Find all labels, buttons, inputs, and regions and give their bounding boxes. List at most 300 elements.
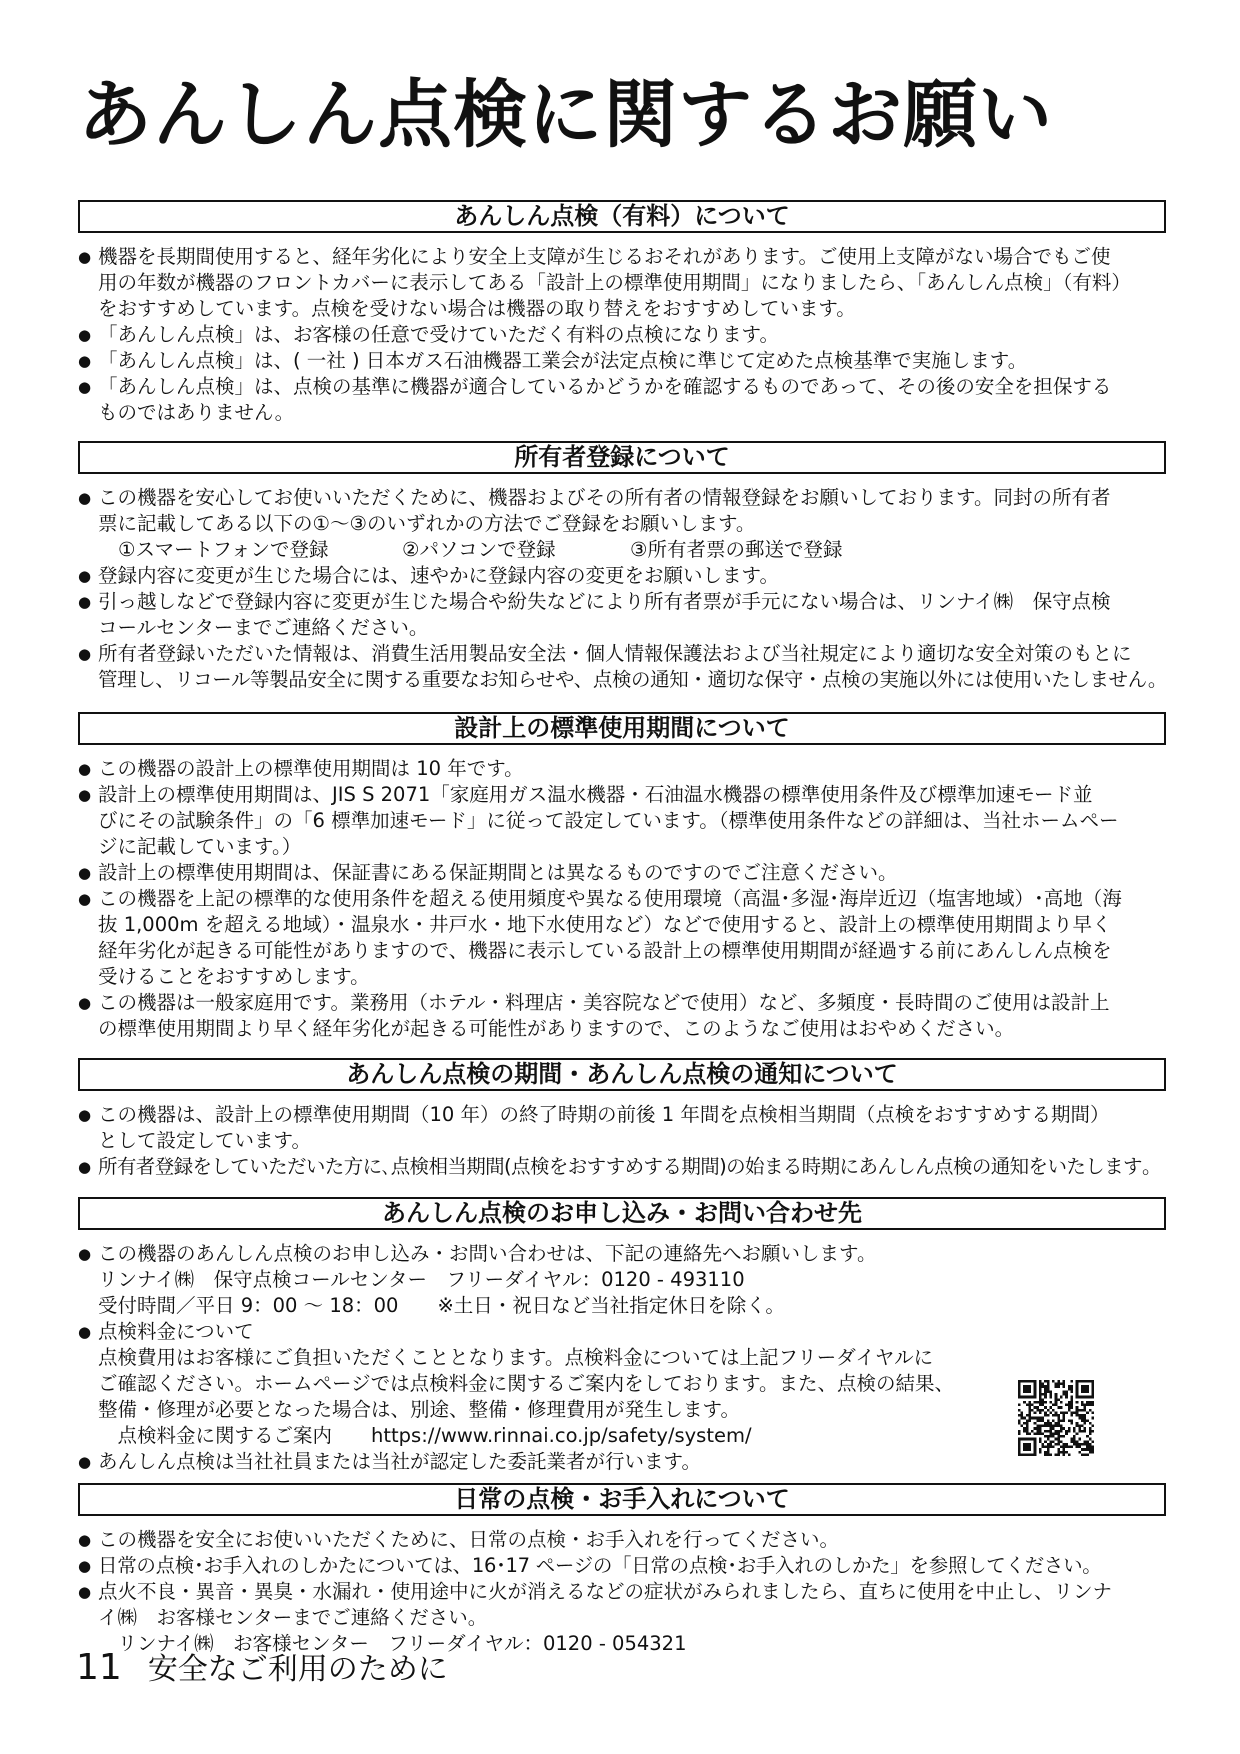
qr-module bbox=[1039, 1390, 1042, 1393]
qr-module bbox=[1055, 1425, 1058, 1428]
qr-module bbox=[1047, 1414, 1050, 1417]
qr-module bbox=[1018, 1409, 1021, 1412]
qr-module bbox=[1081, 1401, 1084, 1404]
qr-module bbox=[1031, 1430, 1034, 1433]
qr-module bbox=[1044, 1422, 1047, 1425]
qr-module bbox=[1044, 1435, 1047, 1438]
qr-module bbox=[1018, 1446, 1021, 1449]
qr-module bbox=[1023, 1453, 1026, 1456]
qr-code-icon[interactable] bbox=[1018, 1380, 1094, 1456]
qr-module bbox=[1026, 1448, 1029, 1451]
qr-module bbox=[1034, 1440, 1037, 1443]
bullet-item bbox=[78, 563, 1170, 589]
text-line: ご確認ください。ホームページでは点検料金に関するご案内をしております。また、点検の結果、 bbox=[98, 1372, 955, 1395]
qr-module bbox=[1023, 1380, 1026, 1383]
qr-module bbox=[1070, 1419, 1073, 1422]
qr-module bbox=[1026, 1380, 1029, 1383]
qr-module bbox=[1081, 1425, 1084, 1428]
qr-module bbox=[1060, 1425, 1063, 1428]
qr-module bbox=[1026, 1425, 1029, 1428]
qr-module bbox=[1026, 1446, 1029, 1449]
qr-module bbox=[1070, 1414, 1073, 1417]
qr-module bbox=[1070, 1446, 1073, 1449]
qr-module bbox=[1021, 1425, 1024, 1428]
qr-module bbox=[1039, 1417, 1042, 1420]
bullet-item bbox=[78, 860, 1170, 886]
qr-module bbox=[1018, 1396, 1021, 1399]
qr-module bbox=[1042, 1443, 1045, 1446]
qr-module bbox=[1044, 1380, 1047, 1383]
text-line: 経年劣化が起きる可能性がありますので、機器に表示している設計上の標準使用期間が経過する前にあんしん点検を bbox=[98, 939, 1112, 962]
qr-module bbox=[1018, 1432, 1021, 1435]
qr-module bbox=[1039, 1404, 1042, 1407]
section-heading-daily-maintenance: 日常の点検・お手入れについて bbox=[78, 1483, 1166, 1516]
qr-module bbox=[1068, 1453, 1071, 1456]
qr-module bbox=[1081, 1396, 1084, 1399]
qr-module bbox=[1044, 1453, 1047, 1456]
text-line: ● 引っ越しなどで登録内容に変更が生じた場合や紛失などにより所有者票が手元にない場合は、リンナイ㈱ 保守点検 bbox=[98, 590, 1111, 613]
bullet-item bbox=[78, 589, 1170, 641]
fee-info-link-line[interactable]: 点検料金に関するご案内 https://www.rinnai.co.jp/safety/system/ bbox=[98, 1424, 752, 1447]
qr-module bbox=[1049, 1427, 1052, 1430]
qr-module bbox=[1086, 1411, 1089, 1414]
qr-module bbox=[1026, 1432, 1029, 1435]
bullet-item bbox=[78, 1241, 1170, 1319]
qr-module bbox=[1084, 1419, 1087, 1422]
qr-module bbox=[1021, 1411, 1024, 1414]
qr-module bbox=[1018, 1390, 1021, 1393]
registration-options bbox=[98, 537, 1170, 563]
qr-module bbox=[1084, 1406, 1087, 1409]
qr-module bbox=[1057, 1430, 1060, 1433]
text-line: ● この機器を安全にお使いいただくために、日常の点検・お手入れを行ってください。 bbox=[98, 1528, 840, 1551]
qr-module bbox=[1031, 1438, 1034, 1441]
qr-module bbox=[1044, 1414, 1047, 1417]
section-heading-standard-usage-period: 設計上の標準使用期間について bbox=[78, 712, 1166, 745]
qr-module bbox=[1078, 1409, 1081, 1412]
qr-module bbox=[1068, 1409, 1071, 1412]
qr-module bbox=[1065, 1443, 1068, 1446]
qr-module bbox=[1047, 1425, 1050, 1428]
qr-module bbox=[1018, 1383, 1021, 1386]
qr-module bbox=[1078, 1451, 1081, 1454]
qr-module bbox=[1089, 1432, 1092, 1435]
qr-module bbox=[1036, 1401, 1039, 1404]
qr-module bbox=[1063, 1393, 1066, 1396]
qr-module bbox=[1026, 1414, 1029, 1417]
qr-module bbox=[1070, 1380, 1073, 1383]
qr-module bbox=[1091, 1448, 1094, 1451]
qr-module bbox=[1039, 1388, 1042, 1391]
qr-module bbox=[1039, 1383, 1042, 1386]
qr-module bbox=[1076, 1443, 1079, 1446]
qr-module bbox=[1086, 1435, 1089, 1438]
footer-section-title: 安全なご利用のために bbox=[147, 1652, 448, 1687]
qr-module bbox=[1081, 1385, 1084, 1388]
qr-module bbox=[1028, 1404, 1031, 1407]
qr-module bbox=[1052, 1440, 1055, 1443]
qr-module bbox=[1068, 1401, 1071, 1404]
bullet-item bbox=[78, 1527, 1170, 1553]
qr-module bbox=[1057, 1419, 1060, 1422]
qr-module bbox=[1044, 1390, 1047, 1393]
qr-module bbox=[1047, 1438, 1050, 1441]
qr-module bbox=[1034, 1417, 1037, 1420]
section-heading-owner-registration: 所有者登録について bbox=[78, 441, 1166, 474]
qr-module bbox=[1057, 1398, 1060, 1401]
text-line: ● 「あんしん点検」は、お客様の任意で受けていただく有料の点検になります。 bbox=[98, 323, 779, 346]
qr-module bbox=[1039, 1451, 1042, 1454]
qr-module bbox=[1091, 1383, 1094, 1386]
text-line: イ㈱ お客様センターまでご連絡ください。 bbox=[98, 1606, 488, 1629]
qr-module bbox=[1055, 1385, 1058, 1388]
qr-module bbox=[1057, 1432, 1060, 1435]
qr-module bbox=[1047, 1422, 1050, 1425]
qr-module bbox=[1034, 1438, 1037, 1441]
qr-module bbox=[1018, 1422, 1021, 1425]
qr-module bbox=[1089, 1430, 1092, 1433]
bullet-item bbox=[78, 886, 1170, 990]
qr-module bbox=[1068, 1388, 1071, 1391]
qr-module bbox=[1028, 1390, 1031, 1393]
qr-module bbox=[1084, 1448, 1087, 1451]
qr-module bbox=[1042, 1404, 1045, 1407]
text-line: ● この機器は、設計上の標準使用期間（10 年）の終了時期の前後 1 年間を点検相当期間（点検をおすすめする期間） bbox=[98, 1103, 1110, 1126]
qr-module bbox=[1091, 1388, 1094, 1391]
qr-module bbox=[1086, 1448, 1089, 1451]
qr-module bbox=[1044, 1393, 1047, 1396]
qr-module bbox=[1031, 1396, 1034, 1399]
qr-module bbox=[1065, 1390, 1068, 1393]
qr-module bbox=[1018, 1451, 1021, 1454]
qr-module bbox=[1018, 1453, 1021, 1456]
contact-line: リンナイ㈱ 保守点検コールセンター フリーダイヤル：0120 - 493110 bbox=[98, 1268, 745, 1291]
qr-module bbox=[1055, 1422, 1058, 1425]
qr-module bbox=[1036, 1430, 1039, 1433]
qr-module bbox=[1078, 1414, 1081, 1417]
qr-module bbox=[1063, 1453, 1066, 1456]
bullet-item bbox=[78, 374, 1170, 426]
qr-module bbox=[1049, 1396, 1052, 1399]
qr-module bbox=[1028, 1388, 1031, 1391]
qr-module bbox=[1044, 1430, 1047, 1433]
qr-module bbox=[1028, 1448, 1031, 1451]
qr-module bbox=[1055, 1404, 1058, 1407]
qr-module bbox=[1084, 1380, 1087, 1383]
qr-module bbox=[1063, 1385, 1066, 1388]
section-body-standard-usage-period bbox=[78, 756, 1170, 1042]
text-line: ● 設計上の標準使用期間は、JIS S 2071「家庭用ガス温水機器・石油温水機器の標準使用条件及び標準加速モード並 bbox=[98, 783, 1093, 806]
qr-module bbox=[1060, 1440, 1063, 1443]
qr-module bbox=[1081, 1453, 1084, 1456]
qr-module bbox=[1063, 1451, 1066, 1454]
qr-module bbox=[1036, 1409, 1039, 1412]
qr-module bbox=[1034, 1383, 1037, 1386]
qr-module bbox=[1065, 1432, 1068, 1435]
qr-module bbox=[1063, 1414, 1066, 1417]
qr-module bbox=[1073, 1443, 1076, 1446]
qr-module bbox=[1089, 1409, 1092, 1412]
qr-module bbox=[1081, 1388, 1084, 1391]
qr-module bbox=[1018, 1440, 1021, 1443]
qr-module bbox=[1076, 1393, 1079, 1396]
qr-module bbox=[1047, 1380, 1050, 1383]
qr-module bbox=[1021, 1453, 1024, 1456]
qr-module bbox=[1076, 1390, 1079, 1393]
qr-module bbox=[1023, 1401, 1026, 1404]
qr-module bbox=[1070, 1438, 1073, 1441]
qr-module bbox=[1047, 1430, 1050, 1433]
qr-module bbox=[1042, 1393, 1045, 1396]
qr-module bbox=[1042, 1383, 1045, 1386]
qr-module bbox=[1049, 1422, 1052, 1425]
qr-module bbox=[1049, 1430, 1052, 1433]
qr-module bbox=[1021, 1417, 1024, 1420]
text-line: 管理し、リコール等製品安全に関する重要なお知らせや、点検の通知・適切な保守・点検の実施以外には使用いたしません。 bbox=[98, 668, 1168, 691]
qr-module bbox=[1089, 1443, 1092, 1446]
text-line: 整備・修理が必要となった場合は、別途、整備・修理費用が発生します。 bbox=[98, 1398, 740, 1421]
qr-module bbox=[1034, 1406, 1037, 1409]
qr-module bbox=[1026, 1388, 1029, 1391]
qr-module bbox=[1023, 1448, 1026, 1451]
qr-module bbox=[1026, 1404, 1029, 1407]
qr-module bbox=[1049, 1446, 1052, 1449]
qr-module bbox=[1047, 1435, 1050, 1438]
bullet-item bbox=[78, 1553, 1170, 1579]
qr-module bbox=[1060, 1411, 1063, 1414]
bullet-item bbox=[78, 1319, 1170, 1449]
qr-module bbox=[1057, 1443, 1060, 1446]
qr-module bbox=[1034, 1443, 1037, 1446]
qr-module bbox=[1028, 1443, 1031, 1446]
qr-module bbox=[1076, 1422, 1079, 1425]
qr-module bbox=[1018, 1388, 1021, 1391]
qr-module bbox=[1063, 1446, 1066, 1449]
qr-module bbox=[1065, 1396, 1068, 1399]
qr-module bbox=[1089, 1451, 1092, 1454]
qr-module bbox=[1023, 1390, 1026, 1393]
qr-module bbox=[1076, 1380, 1079, 1383]
qr-module bbox=[1068, 1419, 1071, 1422]
qr-module bbox=[1089, 1448, 1092, 1451]
bullet-item bbox=[78, 990, 1170, 1042]
qr-module bbox=[1086, 1390, 1089, 1393]
qr-module bbox=[1057, 1383, 1060, 1386]
qr-module bbox=[1052, 1446, 1055, 1449]
registration-option: ②パソコンで登録 bbox=[402, 538, 556, 561]
qr-module bbox=[1081, 1409, 1084, 1412]
qr-module bbox=[1070, 1422, 1073, 1425]
qr-module bbox=[1060, 1406, 1063, 1409]
bullet-item bbox=[78, 244, 1170, 322]
qr-module bbox=[1026, 1396, 1029, 1399]
qr-module bbox=[1047, 1383, 1050, 1386]
qr-module bbox=[1065, 1451, 1068, 1454]
qr-module bbox=[1055, 1430, 1058, 1433]
qr-module bbox=[1028, 1417, 1031, 1420]
qr-module bbox=[1076, 1388, 1079, 1391]
bullet-item bbox=[78, 1154, 1170, 1180]
qr-module bbox=[1034, 1422, 1037, 1425]
text-line: ものではありません。 bbox=[98, 401, 295, 424]
qr-module bbox=[1052, 1409, 1055, 1412]
qr-module bbox=[1042, 1417, 1045, 1420]
qr-module bbox=[1084, 1409, 1087, 1412]
qr-module bbox=[1034, 1427, 1037, 1430]
qr-module bbox=[1055, 1432, 1058, 1435]
qr-module bbox=[1065, 1430, 1068, 1433]
qr-module bbox=[1076, 1414, 1079, 1417]
qr-module bbox=[1047, 1390, 1050, 1393]
qr-module bbox=[1073, 1411, 1076, 1414]
qr-module bbox=[1028, 1453, 1031, 1456]
qr-module bbox=[1028, 1419, 1031, 1422]
bullet-item bbox=[78, 641, 1170, 693]
qr-module bbox=[1068, 1446, 1071, 1449]
qr-module bbox=[1081, 1419, 1084, 1422]
qr-module bbox=[1047, 1388, 1050, 1391]
qr-module bbox=[1052, 1380, 1055, 1383]
qr-module bbox=[1042, 1409, 1045, 1412]
qr-module bbox=[1068, 1404, 1071, 1407]
qr-module bbox=[1047, 1385, 1050, 1388]
qr-module bbox=[1034, 1446, 1037, 1449]
qr-module bbox=[1060, 1427, 1063, 1430]
qr-module bbox=[1039, 1411, 1042, 1414]
qr-module bbox=[1063, 1380, 1066, 1383]
qr-module bbox=[1063, 1417, 1066, 1420]
qr-module bbox=[1039, 1398, 1042, 1401]
qr-module bbox=[1070, 1404, 1073, 1407]
qr-module bbox=[1076, 1446, 1079, 1449]
text-line: ● 点検料金について bbox=[98, 1320, 254, 1343]
qr-module bbox=[1052, 1404, 1055, 1407]
section-heading-application-contact: あんしん点検のお申し込み・お問い合わせ先 bbox=[78, 1197, 1166, 1230]
qr-module bbox=[1078, 1443, 1081, 1446]
section-body-daily-maintenance bbox=[78, 1527, 1170, 1657]
qr-module bbox=[1028, 1396, 1031, 1399]
registration-option: ③所有者票の郵送で登録 bbox=[630, 538, 843, 561]
qr-module bbox=[1036, 1425, 1039, 1428]
qr-module bbox=[1055, 1453, 1058, 1456]
section-body-inspection-period-notice bbox=[78, 1102, 1170, 1180]
qr-module bbox=[1028, 1446, 1031, 1449]
bullet-item bbox=[78, 322, 1170, 348]
qr-module bbox=[1026, 1427, 1029, 1430]
qr-module bbox=[1060, 1383, 1063, 1386]
qr-module bbox=[1063, 1390, 1066, 1393]
text-line: ● 所有者登録をしていただいた方に､点検相当期間(点検をおすすめする期間)の始まる時期にあんしん点検の通知をいたします｡ bbox=[98, 1155, 1152, 1178]
qr-module bbox=[1086, 1380, 1089, 1383]
qr-module bbox=[1039, 1427, 1042, 1430]
qr-module bbox=[1091, 1440, 1094, 1443]
qr-module bbox=[1089, 1446, 1092, 1449]
qr-module bbox=[1031, 1404, 1034, 1407]
qr-module bbox=[1060, 1430, 1063, 1433]
qr-module bbox=[1023, 1446, 1026, 1449]
bullet-item bbox=[78, 348, 1170, 374]
page-footer bbox=[76, 1647, 448, 1688]
qr-module bbox=[1089, 1438, 1092, 1441]
qr-module bbox=[1044, 1446, 1047, 1449]
qr-module bbox=[1034, 1393, 1037, 1396]
qr-module bbox=[1076, 1440, 1079, 1443]
qr-module bbox=[1086, 1419, 1089, 1422]
qr-module bbox=[1055, 1438, 1058, 1441]
qr-module bbox=[1042, 1385, 1045, 1388]
qr-module bbox=[1081, 1448, 1084, 1451]
qr-module bbox=[1084, 1404, 1087, 1407]
qr-module bbox=[1049, 1401, 1052, 1404]
qr-module bbox=[1076, 1396, 1079, 1399]
qr-module bbox=[1086, 1453, 1089, 1456]
text-line: ● あんしん点検は当社社員または当社が認定した委託業者が行います。 bbox=[98, 1450, 701, 1473]
qr-module bbox=[1018, 1380, 1021, 1383]
qr-module bbox=[1070, 1390, 1073, 1393]
qr-module bbox=[1034, 1396, 1037, 1399]
qr-module bbox=[1055, 1396, 1058, 1399]
qr-module bbox=[1018, 1393, 1021, 1396]
qr-module bbox=[1023, 1417, 1026, 1420]
qr-module bbox=[1026, 1390, 1029, 1393]
qr-module bbox=[1034, 1432, 1037, 1435]
qr-module bbox=[1091, 1446, 1094, 1449]
text-line: ● 日常の点検･お手入れのしかたについては、16･17 ページの「日常の点検･お手入れのしかた」を参照してください。 bbox=[98, 1554, 1102, 1577]
qr-module bbox=[1070, 1401, 1073, 1404]
qr-module bbox=[1042, 1425, 1045, 1428]
qr-module bbox=[1070, 1388, 1073, 1391]
qr-module bbox=[1081, 1443, 1084, 1446]
text-line: 抜 1,000m を超える地域）・温泉水・井戸水・地下水使用など）などで使用すると、設計上の標準使用期間より早く bbox=[98, 913, 1112, 936]
qr-module bbox=[1060, 1435, 1063, 1438]
qr-module bbox=[1081, 1380, 1084, 1383]
qr-module bbox=[1028, 1401, 1031, 1404]
qr-module bbox=[1039, 1438, 1042, 1441]
qr-module bbox=[1049, 1453, 1052, 1456]
qr-module bbox=[1091, 1401, 1094, 1404]
qr-module bbox=[1018, 1419, 1021, 1422]
qr-module bbox=[1039, 1419, 1042, 1422]
qr-module bbox=[1031, 1409, 1034, 1412]
qr-module bbox=[1091, 1380, 1094, 1383]
qr-module bbox=[1086, 1401, 1089, 1404]
qr-module bbox=[1026, 1453, 1029, 1456]
section-heading-anshin-inspection: あんしん点検（有料）について bbox=[78, 200, 1166, 233]
qr-module bbox=[1086, 1396, 1089, 1399]
qr-module bbox=[1052, 1425, 1055, 1428]
qr-module bbox=[1049, 1440, 1052, 1443]
qr-module bbox=[1031, 1417, 1034, 1420]
qr-module bbox=[1047, 1448, 1050, 1451]
qr-module bbox=[1047, 1451, 1050, 1454]
qr-module bbox=[1084, 1385, 1087, 1388]
qr-module bbox=[1057, 1438, 1060, 1441]
qr-module bbox=[1068, 1427, 1071, 1430]
qr-module bbox=[1057, 1435, 1060, 1438]
qr-module bbox=[1052, 1427, 1055, 1430]
qr-module bbox=[1063, 1443, 1066, 1446]
qr-module bbox=[1055, 1398, 1058, 1401]
qr-module bbox=[1028, 1385, 1031, 1388]
hours-line: 受付時間／平日 9：00 ～ 18：00 ※土日・祝日など当社指定休日を除く。 bbox=[98, 1294, 785, 1317]
qr-module bbox=[1073, 1438, 1076, 1441]
qr-module bbox=[1052, 1414, 1055, 1417]
qr-module bbox=[1091, 1404, 1094, 1407]
qr-module bbox=[1060, 1451, 1063, 1454]
qr-module bbox=[1057, 1385, 1060, 1388]
text-line: コールセンターまでご連絡ください。 bbox=[98, 616, 429, 639]
qr-module bbox=[1034, 1453, 1037, 1456]
